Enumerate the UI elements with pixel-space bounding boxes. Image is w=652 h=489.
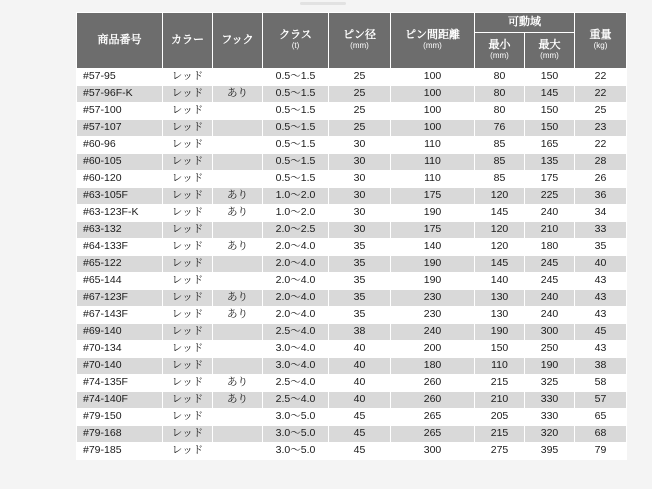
cell-class: 2.5〜4.0 — [263, 375, 329, 392]
cell-range-min: 80 — [475, 86, 525, 103]
cell-pin-distance: 140 — [391, 239, 475, 256]
cell-range-min: 85 — [475, 137, 525, 154]
cell-weight: 35 — [575, 239, 627, 256]
cell-pin-distance: 265 — [391, 426, 475, 443]
cell-pin-distance: 200 — [391, 341, 475, 358]
cell-weight: 57 — [575, 392, 627, 409]
cell-class: 2.0〜4.0 — [263, 256, 329, 273]
cell-pin-diameter: 30 — [329, 137, 391, 154]
cell-weight: 22 — [575, 137, 627, 154]
cell-weight: 33 — [575, 222, 627, 239]
table-row — [77, 341, 627, 358]
header-row-top — [77, 13, 627, 33]
cell-range-max: 240 — [525, 290, 575, 307]
cell-color: レッド — [163, 307, 213, 324]
cell-pin-distance: 230 — [391, 290, 475, 307]
cell-range-min: 80 — [475, 103, 525, 120]
cell-hook: あり — [213, 392, 263, 409]
cell-model: #57-107 — [77, 120, 163, 137]
cell-hook — [213, 324, 263, 341]
cell-model: #74-135F — [77, 375, 163, 392]
table-row — [77, 137, 627, 154]
header-pin-distance-label: ピン間距離 — [405, 28, 460, 41]
table-row — [77, 171, 627, 188]
header-range-max-unit: (mm) — [540, 51, 559, 61]
header-class — [263, 13, 329, 69]
header-range-max-label: 最大 — [538, 38, 561, 51]
cell-pin-diameter: 30 — [329, 188, 391, 205]
cell-class: 2.5〜4.0 — [263, 324, 329, 341]
table-row — [77, 307, 627, 324]
cell-range-min: 145 — [475, 205, 525, 222]
cell-color: レッド — [163, 375, 213, 392]
cell-color: レッド — [163, 409, 213, 426]
cell-hook — [213, 358, 263, 375]
cell-pin-diameter: 30 — [329, 222, 391, 239]
cell-hook — [213, 409, 263, 426]
cell-pin-distance: 100 — [391, 69, 475, 86]
cell-weight: 26 — [575, 171, 627, 188]
cell-hook — [213, 103, 263, 120]
cell-pin-distance: 190 — [391, 205, 475, 222]
cell-class: 0.5〜1.5 — [263, 171, 329, 188]
cell-hook: あり — [213, 375, 263, 392]
cell-hook — [213, 426, 263, 443]
cell-range-max: 210 — [525, 222, 575, 239]
cell-hook: あり — [213, 205, 263, 222]
cell-model: #67-123F — [77, 290, 163, 307]
cell-model: #57-96F-K — [77, 86, 163, 103]
cell-pin-distance: 230 — [391, 307, 475, 324]
cell-model: #63-105F — [77, 188, 163, 205]
cell-weight: 68 — [575, 426, 627, 443]
header-pin-diameter — [329, 13, 391, 69]
cell-range-min: 80 — [475, 69, 525, 86]
cell-pin-distance: 175 — [391, 222, 475, 239]
cell-class: 0.5〜1.5 — [263, 86, 329, 103]
cell-model: #69-140 — [77, 324, 163, 341]
table-row — [77, 222, 627, 239]
cell-range-max: 145 — [525, 86, 575, 103]
cell-color: レッド — [163, 273, 213, 290]
header-range-min-unit: (mm) — [490, 51, 509, 61]
cell-pin-diameter: 25 — [329, 86, 391, 103]
cell-hook — [213, 137, 263, 154]
cell-hook — [213, 443, 263, 460]
cell-class: 3.0〜5.0 — [263, 409, 329, 426]
cell-hook — [213, 69, 263, 86]
header-hook: フック — [213, 13, 263, 69]
cell-class: 2.0〜4.0 — [263, 307, 329, 324]
cell-weight: 43 — [575, 307, 627, 324]
cell-model: #60-96 — [77, 137, 163, 154]
cell-range-max: 300 — [525, 324, 575, 341]
cell-hook: あり — [213, 307, 263, 324]
cell-hook — [213, 120, 263, 137]
cell-color: レッド — [163, 392, 213, 409]
cell-model: #65-144 — [77, 273, 163, 290]
header-color: カラー — [163, 13, 213, 69]
cell-class: 2.0〜4.0 — [263, 290, 329, 307]
cell-hook: あり — [213, 188, 263, 205]
cell-color: レッド — [163, 137, 213, 154]
cell-color: レッド — [163, 171, 213, 188]
cell-class: 2.0〜4.0 — [263, 239, 329, 256]
cell-pin-diameter: 35 — [329, 239, 391, 256]
cell-pin-diameter: 40 — [329, 392, 391, 409]
header-class-label: クラス — [279, 28, 312, 41]
cell-pin-diameter: 45 — [329, 443, 391, 460]
cell-pin-distance: 100 — [391, 120, 475, 137]
cell-weight: 36 — [575, 188, 627, 205]
table-row — [77, 426, 627, 443]
cell-class: 0.5〜1.5 — [263, 103, 329, 120]
cell-model: #79-185 — [77, 443, 163, 460]
table-row — [77, 188, 627, 205]
cell-color: レッド — [163, 239, 213, 256]
cell-range-min: 140 — [475, 273, 525, 290]
cell-color: レッド — [163, 222, 213, 239]
cell-class: 0.5〜1.5 — [263, 137, 329, 154]
header-weight — [575, 13, 627, 69]
cell-pin-diameter: 35 — [329, 307, 391, 324]
cell-pin-diameter: 35 — [329, 290, 391, 307]
cell-color: レッド — [163, 324, 213, 341]
cell-class: 0.5〜1.5 — [263, 154, 329, 171]
table-row — [77, 392, 627, 409]
cell-range-max: 250 — [525, 341, 575, 358]
cell-weight: 58 — [575, 375, 627, 392]
cell-color: レッド — [163, 205, 213, 222]
cell-class: 3.0〜4.0 — [263, 358, 329, 375]
cell-range-min: 120 — [475, 188, 525, 205]
cell-pin-diameter: 40 — [329, 375, 391, 392]
header-pin-distance-unit: (mm) — [423, 41, 442, 51]
cell-color: レッド — [163, 103, 213, 120]
cell-pin-diameter: 30 — [329, 171, 391, 188]
cell-range-min: 85 — [475, 154, 525, 171]
table-row — [77, 375, 627, 392]
cell-range-max: 150 — [525, 120, 575, 137]
cell-model: #67-143F — [77, 307, 163, 324]
header-class-unit: (t) — [291, 41, 300, 51]
cell-range-max: 150 — [525, 69, 575, 86]
cell-range-max: 240 — [525, 307, 575, 324]
cell-class: 3.0〜5.0 — [263, 443, 329, 460]
cell-pin-diameter: 45 — [329, 426, 391, 443]
cell-hook — [213, 154, 263, 171]
cell-class: 2.0〜2.5 — [263, 222, 329, 239]
cell-color: レッド — [163, 443, 213, 460]
cell-range-min: 190 — [475, 324, 525, 341]
cell-pin-distance: 260 — [391, 375, 475, 392]
table-row — [77, 256, 627, 273]
cell-pin-distance: 180 — [391, 358, 475, 375]
header-range-max — [525, 33, 575, 69]
cell-range-max: 225 — [525, 188, 575, 205]
cell-class: 1.0〜2.0 — [263, 205, 329, 222]
cell-model: #79-150 — [77, 409, 163, 426]
cell-hook — [213, 171, 263, 188]
header-model: 商品番号 — [77, 13, 163, 69]
cell-pin-distance: 265 — [391, 409, 475, 426]
cell-range-min: 85 — [475, 171, 525, 188]
cell-weight: 28 — [575, 154, 627, 171]
cell-model: #64-133F — [77, 239, 163, 256]
cell-range-min: 120 — [475, 222, 525, 239]
table-row — [77, 273, 627, 290]
cell-range-max: 330 — [525, 409, 575, 426]
table-row — [77, 290, 627, 307]
cell-weight: 34 — [575, 205, 627, 222]
cell-weight: 22 — [575, 86, 627, 103]
cell-pin-distance: 260 — [391, 392, 475, 409]
table-row — [77, 154, 627, 171]
cell-pin-diameter: 30 — [329, 154, 391, 171]
spec-table-body — [77, 69, 627, 460]
cell-hook: あり — [213, 239, 263, 256]
cell-pin-distance: 100 — [391, 103, 475, 120]
cell-pin-diameter: 25 — [329, 120, 391, 137]
cell-pin-distance: 100 — [391, 86, 475, 103]
cell-range-min: 215 — [475, 375, 525, 392]
cell-model: #57-100 — [77, 103, 163, 120]
cell-weight: 43 — [575, 273, 627, 290]
table-row — [77, 69, 627, 86]
cell-class: 0.5〜1.5 — [263, 120, 329, 137]
cell-range-min: 130 — [475, 307, 525, 324]
cell-pin-distance: 190 — [391, 273, 475, 290]
cell-pin-diameter: 25 — [329, 103, 391, 120]
cell-pin-diameter: 35 — [329, 256, 391, 273]
cell-model: #60-105 — [77, 154, 163, 171]
cell-range-min: 275 — [475, 443, 525, 460]
cell-pin-distance: 110 — [391, 137, 475, 154]
cell-class: 3.0〜4.0 — [263, 341, 329, 358]
table-row — [77, 443, 627, 460]
cell-class: 2.5〜4.0 — [263, 392, 329, 409]
cell-model: #70-134 — [77, 341, 163, 358]
spec-table-header — [77, 13, 627, 69]
cell-class: 3.0〜5.0 — [263, 426, 329, 443]
cell-weight: 23 — [575, 120, 627, 137]
cell-color: レッド — [163, 120, 213, 137]
cell-weight: 25 — [575, 103, 627, 120]
cell-hook — [213, 256, 263, 273]
cell-pin-diameter: 40 — [329, 341, 391, 358]
spec-table-container — [76, 12, 612, 460]
cell-range-max: 190 — [525, 358, 575, 375]
cell-model: #70-140 — [77, 358, 163, 375]
cell-range-max: 320 — [525, 426, 575, 443]
cell-weight: 43 — [575, 290, 627, 307]
cell-pin-diameter: 40 — [329, 358, 391, 375]
cell-range-min: 130 — [475, 290, 525, 307]
header-pin-diameter-unit: (mm) — [350, 41, 369, 51]
header-range-min — [475, 33, 525, 69]
table-row — [77, 239, 627, 256]
cell-weight: 43 — [575, 341, 627, 358]
cell-range-max: 325 — [525, 375, 575, 392]
cell-weight: 45 — [575, 324, 627, 341]
cell-range-max: 150 — [525, 103, 575, 120]
cell-color: レッド — [163, 358, 213, 375]
header-pin-distance — [391, 13, 475, 69]
cell-pin-distance: 190 — [391, 256, 475, 273]
cell-pin-diameter: 35 — [329, 273, 391, 290]
header-weight-unit: (kg) — [593, 41, 608, 51]
cell-model: #74-140F — [77, 392, 163, 409]
cell-color: レッド — [163, 290, 213, 307]
cell-range-min: 205 — [475, 409, 525, 426]
cell-hook: あり — [213, 290, 263, 307]
cell-model: #60-120 — [77, 171, 163, 188]
cell-range-min: 110 — [475, 358, 525, 375]
header-pin-diameter-label: ピン径 — [343, 28, 376, 41]
cell-hook — [213, 341, 263, 358]
header-weight-label: 重量 — [589, 28, 612, 41]
spec-table — [76, 12, 627, 460]
cell-pin-distance: 300 — [391, 443, 475, 460]
cell-model: #63-132 — [77, 222, 163, 239]
cell-weight: 38 — [575, 358, 627, 375]
cell-hook — [213, 273, 263, 290]
cell-pin-distance: 175 — [391, 188, 475, 205]
cell-model: #57-95 — [77, 69, 163, 86]
table-row — [77, 409, 627, 426]
cell-color: レッド — [163, 69, 213, 86]
cell-color: レッド — [163, 154, 213, 171]
cell-weight: 40 — [575, 256, 627, 273]
cell-model: #65-122 — [77, 256, 163, 273]
cell-pin-diameter: 45 — [329, 409, 391, 426]
cell-range-max: 245 — [525, 273, 575, 290]
cell-range-min: 210 — [475, 392, 525, 409]
cell-color: レッド — [163, 86, 213, 103]
table-row — [77, 86, 627, 103]
cell-color: レッド — [163, 188, 213, 205]
cell-weight: 65 — [575, 409, 627, 426]
cell-range-max: 175 — [525, 171, 575, 188]
top-artifact — [300, 2, 346, 5]
cell-hook — [213, 222, 263, 239]
cell-class: 0.5〜1.5 — [263, 69, 329, 86]
cell-color: レッド — [163, 256, 213, 273]
header-range-min-label: 最小 — [488, 38, 511, 51]
cell-range-min: 120 — [475, 239, 525, 256]
header-range-group: 可動域 — [475, 13, 575, 33]
cell-range-max: 395 — [525, 443, 575, 460]
table-row — [77, 120, 627, 137]
cell-range-max: 135 — [525, 154, 575, 171]
cell-range-max: 165 — [525, 137, 575, 154]
cell-pin-diameter: 25 — [329, 69, 391, 86]
cell-pin-distance: 110 — [391, 154, 475, 171]
cell-class: 1.0〜2.0 — [263, 188, 329, 205]
cell-range-max: 180 — [525, 239, 575, 256]
table-row — [77, 358, 627, 375]
cell-model: #79-168 — [77, 426, 163, 443]
cell-color: レッド — [163, 426, 213, 443]
table-row — [77, 103, 627, 120]
cell-pin-diameter: 30 — [329, 205, 391, 222]
cell-range-max: 245 — [525, 256, 575, 273]
cell-weight: 79 — [575, 443, 627, 460]
cell-range-min: 76 — [475, 120, 525, 137]
cell-range-min: 150 — [475, 341, 525, 358]
cell-weight: 22 — [575, 69, 627, 86]
cell-model: #63-123F-K — [77, 205, 163, 222]
cell-pin-diameter: 38 — [329, 324, 391, 341]
cell-range-max: 330 — [525, 392, 575, 409]
cell-range-min: 215 — [475, 426, 525, 443]
cell-range-max: 240 — [525, 205, 575, 222]
cell-range-min: 145 — [475, 256, 525, 273]
cell-pin-distance: 240 — [391, 324, 475, 341]
table-row — [77, 205, 627, 222]
cell-color: レッド — [163, 341, 213, 358]
cell-hook: あり — [213, 86, 263, 103]
table-row — [77, 324, 627, 341]
cell-pin-distance: 110 — [391, 171, 475, 188]
cell-class: 2.0〜4.0 — [263, 273, 329, 290]
